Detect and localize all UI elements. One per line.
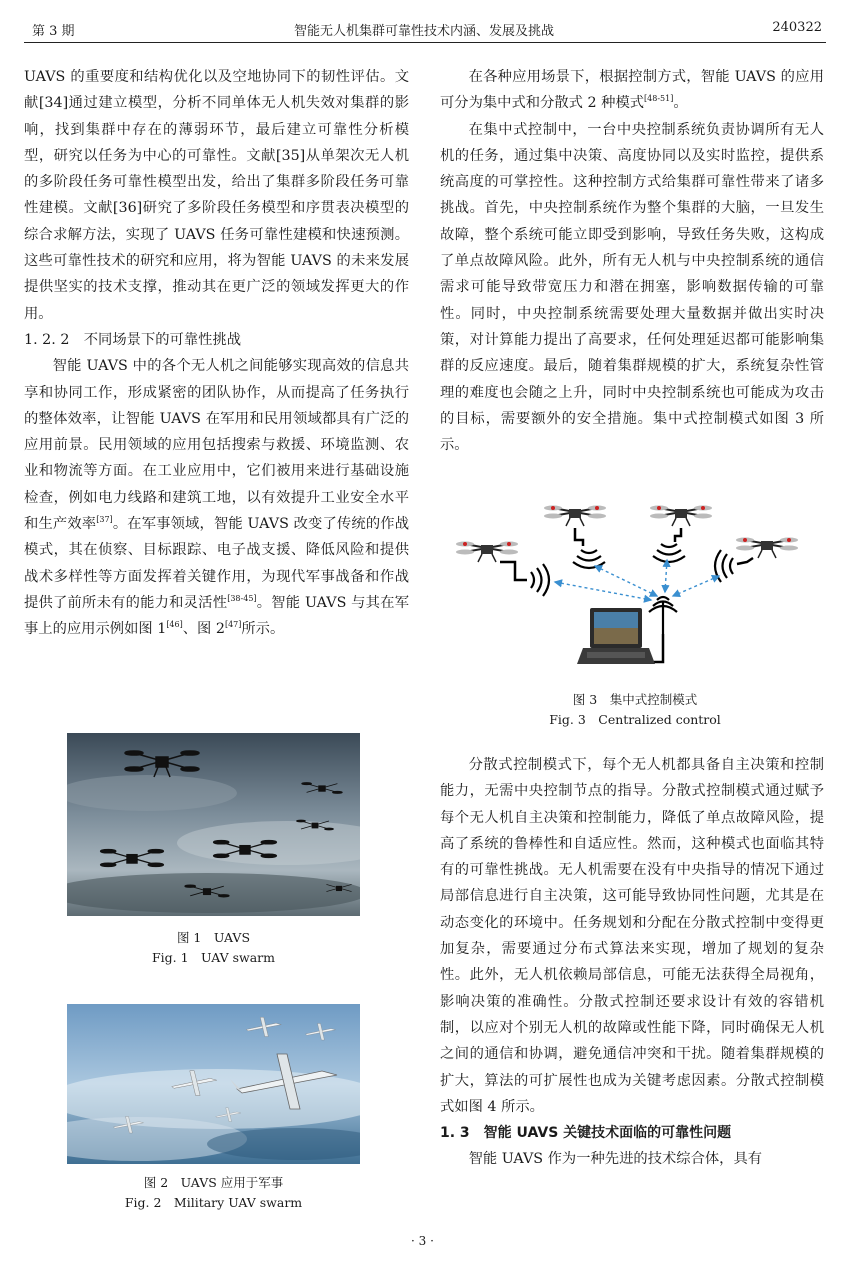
figure-2-caption-cn: 图 2 UAVS 应用于军事	[143, 1175, 284, 1190]
right-column-top	[440, 64, 824, 458]
figure-3-centralized-control-diagram	[455, 492, 815, 688]
right-paragraph-2: 在集中式控制中，一台中央控制系统负责协调所有无人机的任务，通过集中决策、高度协同以及实时监控，提供系统高度的可掌控性。这种控制方式给集群可靠性带来了诸多挑战。首先，中央控制系统作为整个集群的大脑，一旦发生故障，整个系统可能立即受到影响，导致任务失败，这构成了单点故障风险。此外，所有无人机与中央控制系统的通信需求可能导致带宽压力和潜在拥塞，影响数据传输的可靠性。同时，中央控制系统需要处理大量数据并做出实时决策，对计算能力提出了高要求，任何处理延迟都可能影响集群的反应速度。最后，随着集群规模的扩大，系统复杂性管理的难度也会随之上升，同时中央控制系统也可能成为攻击的目标，需要额外的安全措施。集中式控制模式如图 3 所示。	[440, 121, 824, 454]
text-run: 。在军事领域，智能 UAVS 改变了传统的作战模式，其在侦察、目标跟踪、电子战支援、降低风险和提供战术多样性等方面发挥着关键作用，为现代军事战备和作战提供了前所未有的能力和灵活性	[24, 516, 410, 611]
wifi-signal-icon	[653, 544, 685, 562]
citation: [37]	[96, 515, 113, 525]
citation: [47]	[224, 620, 242, 630]
figure-2-military-uav-photo	[67, 1004, 360, 1164]
wifi-signal-icon	[573, 550, 605, 568]
figure-3-caption-en: Fig. 3 Centralized control	[549, 712, 721, 727]
figure-3-caption	[455, 690, 815, 730]
figure-3-caption-cn: 图 3 集中式控制模式	[572, 692, 698, 707]
text-run: 智能 UAVS 中的各个无人机之间能够实现高效的信息共享和协同工作，形成紧密的团队协作，从而提高了任务执行的整体效率，让智能 UAVS 在军用和民用领域都具有广泛的应用前景。民用领域的应用包括搜索与救援、环境监测、农业和物流等方面。在工业应用中，它们被用来进行基础设施检查，例如电力线路和建筑工地，以有效提升工业安全水平和生产效率	[24, 358, 409, 533]
wifi-signal-icon	[649, 597, 677, 634]
figure-1-caption-en: Fig. 1 UAV swarm	[151, 950, 276, 965]
figure-1-drone-swarm-photo	[67, 733, 360, 916]
right-column-bottom	[440, 752, 824, 1173]
text-run: 。智能 UAVS 与其在军事上的应用示例如图 1	[24, 594, 410, 638]
wifi-signal-icon	[531, 564, 549, 596]
text-run: 所示。	[241, 621, 285, 638]
right-paragraph-3: 分散式控制模式下，每个无人机都具备自主决策和控制能力，无需中央控制节点的指导。分散式控制模式通过赋予每个无人机自主决策和控制能力，降低了单点故障风险，提高了系统的鲁棒性和自适应性。然而，这种模式也面临其特有的可靠性挑战。无人机需要在没有中央指导的情况下通过局部信息进行自主决策，这可能导致协同性问题，尤其是在动态变化的环境中。任务规划和分配在分散式控制中变得更加复杂，需要通过分布式算法来实现，增加了规划的复杂性。此外，无人机依赖局部信息，可能无法获得全局视角，影响决策的准确性。分散式控制还要求设计有效的容错机制，以应对个别无人机的故障或性能下降，同时确保无人机之间的通信和协调，避免通信冲突和干扰。随着集群规模的扩大，算法的可扩展性也成为关键考虑因素。分散式控制模式如图 4 所示。	[440, 757, 824, 1115]
journal-article-title: 智能无人机集群可靠性技术内涵、发展及挑战	[293, 24, 554, 39]
left-column	[24, 64, 409, 643]
page-number: · 3 ·	[411, 1234, 434, 1248]
right-paragraph-4: 智能 UAVS 作为一种先进的技术综合体，具有	[468, 1151, 763, 1168]
figure-1-caption	[67, 928, 360, 968]
drone-icon	[736, 538, 798, 559]
article-number: 240322	[772, 20, 822, 35]
citation: [48-51]	[644, 94, 674, 104]
section-heading-1-3: 1. 3 智能 UAVS 关键技术面临的可靠性问题	[440, 1125, 732, 1142]
section-heading-1-2-2: 1. 2. 2 不同场景下的可靠性挑战	[24, 331, 242, 348]
citation: [38-45]	[227, 593, 257, 603]
issue-number: 第 3 期	[32, 24, 75, 39]
text-run: 。	[673, 95, 688, 112]
figure-2-caption	[67, 1173, 360, 1213]
drone-icon	[544, 506, 606, 527]
citation: [46]	[166, 620, 183, 630]
figure-1-caption-cn: 图 1 UAVS	[176, 930, 251, 945]
laptop-icon	[577, 608, 655, 664]
header-rule	[24, 42, 826, 43]
text-run: 、图 2	[182, 621, 225, 638]
drone-icon	[650, 506, 712, 527]
running-header	[24, 20, 824, 40]
left-paragraph-1: UAVS 的重要度和结构优化以及空地协同下的韧性评估。文献[34]通过建立模型，分析不同单体无人机失效对集群的影响，找到集群中存在的薄弱环节，最后建立可靠性分析模型，研究以任务为中心的可靠性。文献[35]从单架次无人机的多阶段任务可靠性模型出发，给出了集群多阶段任务可靠性建模。文献[36]研究了多阶段任务模型和序贯表决模型的综合求解方法，实现了 UAVS 任务可靠性建模和快速预测。这些可靠性技术的研究和应用，将为智能 UAVS 的未来发展提供坚实的技术支撑，推动其在更广泛的领域发挥更大的作用。	[24, 69, 409, 322]
right-paragraph-1	[440, 64, 824, 117]
left-paragraph-2	[24, 353, 409, 642]
text-run: 在各种应用场景下，根据控制方式，智能 UAVS 的应用可分为集中式和分散式 2 种模式	[440, 69, 824, 112]
figure-2-caption-en: Fig. 2 Military UAV swarm	[124, 1195, 303, 1210]
drone-icon	[456, 542, 518, 563]
